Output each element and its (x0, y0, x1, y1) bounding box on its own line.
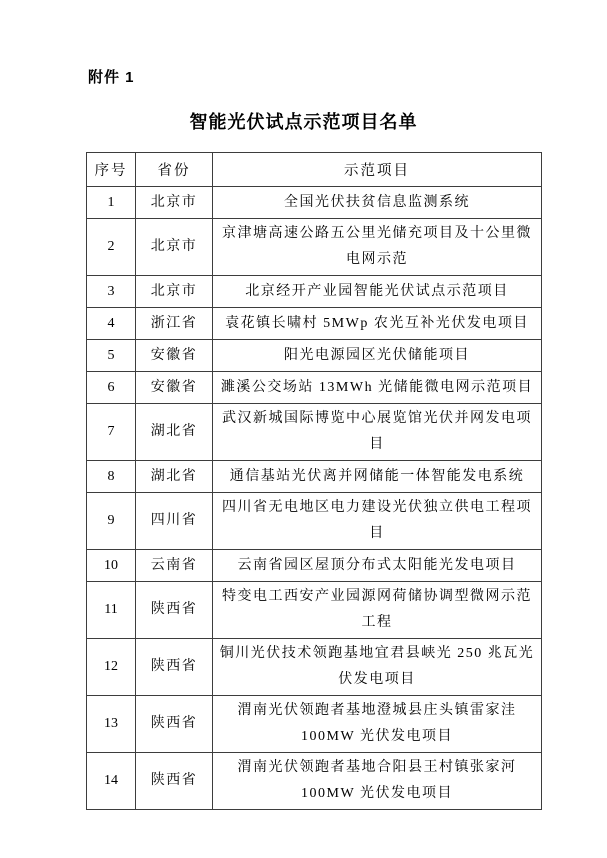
cell-project: 渭南光伏领跑者基地澄城县庄头镇雷家洼 100MW 光伏发电项目 (213, 696, 542, 753)
cell-project: 云南省园区屋顶分布式太阳能光发电项目 (213, 550, 542, 582)
cell-province: 陕西省 (136, 696, 213, 753)
cell-province: 北京市 (136, 276, 213, 308)
table-row (87, 404, 542, 461)
table-row (87, 696, 542, 753)
cell-project: 通信基站光伏离并网储能一体智能发电系统 (213, 461, 542, 493)
column-header-no: 序号 (87, 153, 136, 187)
table-row (87, 372, 542, 404)
column-header-project: 示范项目 (213, 153, 542, 187)
table-row (87, 639, 542, 696)
table-row (87, 753, 542, 810)
cell-province: 浙江省 (136, 308, 213, 340)
table-header-row (87, 153, 542, 187)
cell-no: 9 (87, 493, 136, 550)
cell-province: 湖北省 (136, 404, 213, 461)
cell-no: 13 (87, 696, 136, 753)
cell-province: 湖北省 (136, 461, 213, 493)
table-row (87, 582, 542, 639)
cell-province: 北京市 (136, 219, 213, 276)
cell-province: 陕西省 (136, 582, 213, 639)
cell-project: 濉溪公交场站 13MWh 光储能微电网示范项目 (213, 372, 542, 404)
cell-no: 1 (87, 187, 136, 219)
cell-province: 四川省 (136, 493, 213, 550)
cell-project: 特变电工西安产业园源网荷储协调型微网示范工程 (213, 582, 542, 639)
cell-no: 11 (87, 582, 136, 639)
table-row (87, 461, 542, 493)
cell-province: 安徽省 (136, 372, 213, 404)
cell-no: 5 (87, 340, 136, 372)
projects-table (86, 152, 542, 810)
cell-project: 铜川光伏技术领跑基地宜君县峡光 250 兆瓦光伏发电项目 (213, 639, 542, 696)
table-row (87, 219, 542, 276)
cell-province: 云南省 (136, 550, 213, 582)
cell-project: 袁花镇长啸村 5MWp 农光互补光伏发电项目 (213, 308, 542, 340)
cell-no: 4 (87, 308, 136, 340)
cell-no: 2 (87, 219, 136, 276)
page-title: 智能光伏试点示范项目名单 (189, 112, 418, 132)
table-row (87, 340, 542, 372)
cell-no: 8 (87, 461, 136, 493)
cell-project: 渭南光伏领跑者基地合阳县王村镇张家河 100MW 光伏发电项目 (213, 753, 542, 810)
cell-project: 四川省无电地区电力建设光伏独立供电工程项目 (213, 493, 542, 550)
cell-province: 陕西省 (136, 639, 213, 696)
cell-province: 北京市 (136, 187, 213, 219)
cell-no: 3 (87, 276, 136, 308)
column-header-province: 省份 (136, 153, 213, 187)
table-row (87, 276, 542, 308)
cell-no: 10 (87, 550, 136, 582)
cell-no: 6 (87, 372, 136, 404)
cell-project: 北京经开产业园智能光伏试点示范项目 (213, 276, 542, 308)
table-row (87, 308, 542, 340)
cell-no: 14 (87, 753, 136, 810)
cell-province: 陕西省 (136, 753, 213, 810)
cell-no: 7 (87, 404, 136, 461)
table-row (87, 550, 542, 582)
cell-province: 安徽省 (136, 340, 213, 372)
attachment-label: 附件 1 (88, 69, 135, 86)
cell-project: 京津塘高速公路五公里光储充项目及十公里微电网示范 (213, 219, 542, 276)
table-row (87, 187, 542, 219)
table-row (87, 493, 542, 550)
cell-project: 全国光伏扶贫信息监测系统 (213, 187, 542, 219)
cell-no: 12 (87, 639, 136, 696)
cell-project: 阳光电源园区光伏储能项目 (213, 340, 542, 372)
cell-project: 武汉新城国际博览中心展览馆光伏并网发电项目 (213, 404, 542, 461)
